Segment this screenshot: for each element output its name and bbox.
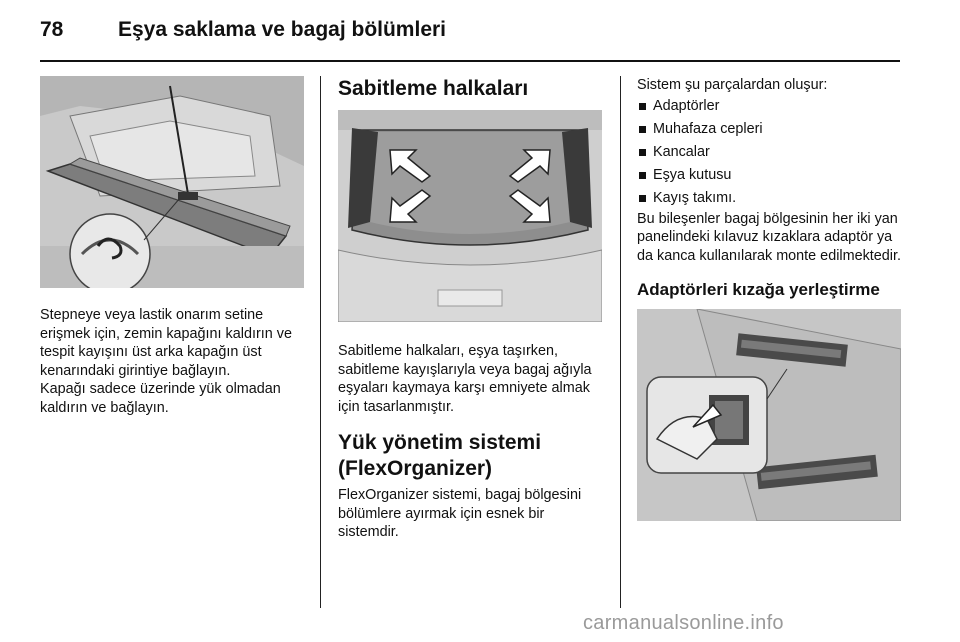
lashing-eyes-paragraph: Sabitleme halkaları, eşya taşırken, sabitleme kayışlarıyla veya bagaj ağıyla eşyaları kaymaya karşı emniyete almak için tasarlanmıştır. [338,343,592,415]
lashing-eyes-illustration [338,110,602,322]
lashing-eyes-heading: Sabitleme halkaları [338,77,529,100]
adapter-heading: Adaptörleri kızağa yerleştirme [637,280,880,299]
left-column [40,76,304,417]
trunk-floor-cover-illustration [40,76,304,288]
floor-cover-paragraph: Stepneye veya lastik onarım setine erişmek için, zemin kapağını kaldırın ve tespit kayışını üst arka kapağın üst kenarındaki girintiye bağlayın. [40,307,292,379]
components-intro: Sistem şu parçalardan oluşur: [637,77,828,93]
floor-cover-note: Kapağı sadece üzerinde yük olmadan kaldırın ve bağlayın. [40,381,281,416]
list-item: Adaptörler [637,95,903,118]
list-item: Eşya kutusu [637,164,903,187]
flexorganizer-paragraph: FlexOrganizer sistemi, bagaj bölgesini bölümlere ayırmak için esnek bir sistemdir. [338,487,582,540]
middle-column [338,76,602,542]
flexorganizer-heading: Yük yönetim sistemi (FlexOrganizer) [338,431,542,480]
components-paragraph: Bu bileşenler bagaj bölgesinin her iki yan panelindeki kılavuz kızaklara adaptör ya da kanca kullanılarak monte edilmektedir. [637,210,901,264]
list-item: Kancalar [637,141,903,164]
watermark: carmanualsonline.info [583,612,784,634]
header-rule [40,60,900,62]
components-list [637,95,903,210]
right-column [637,76,903,521]
list-item: Kayış takımı. [637,187,903,210]
adapter-rail-illustration [637,309,901,521]
page-number: 78 [40,18,64,41]
column-divider-left [320,76,321,608]
list-item: Muhafaza cepleri [637,118,903,141]
column-divider-right [620,76,621,608]
page-title: Eşya saklama ve bagaj bölümleri [118,18,447,41]
page-header [40,18,920,62]
